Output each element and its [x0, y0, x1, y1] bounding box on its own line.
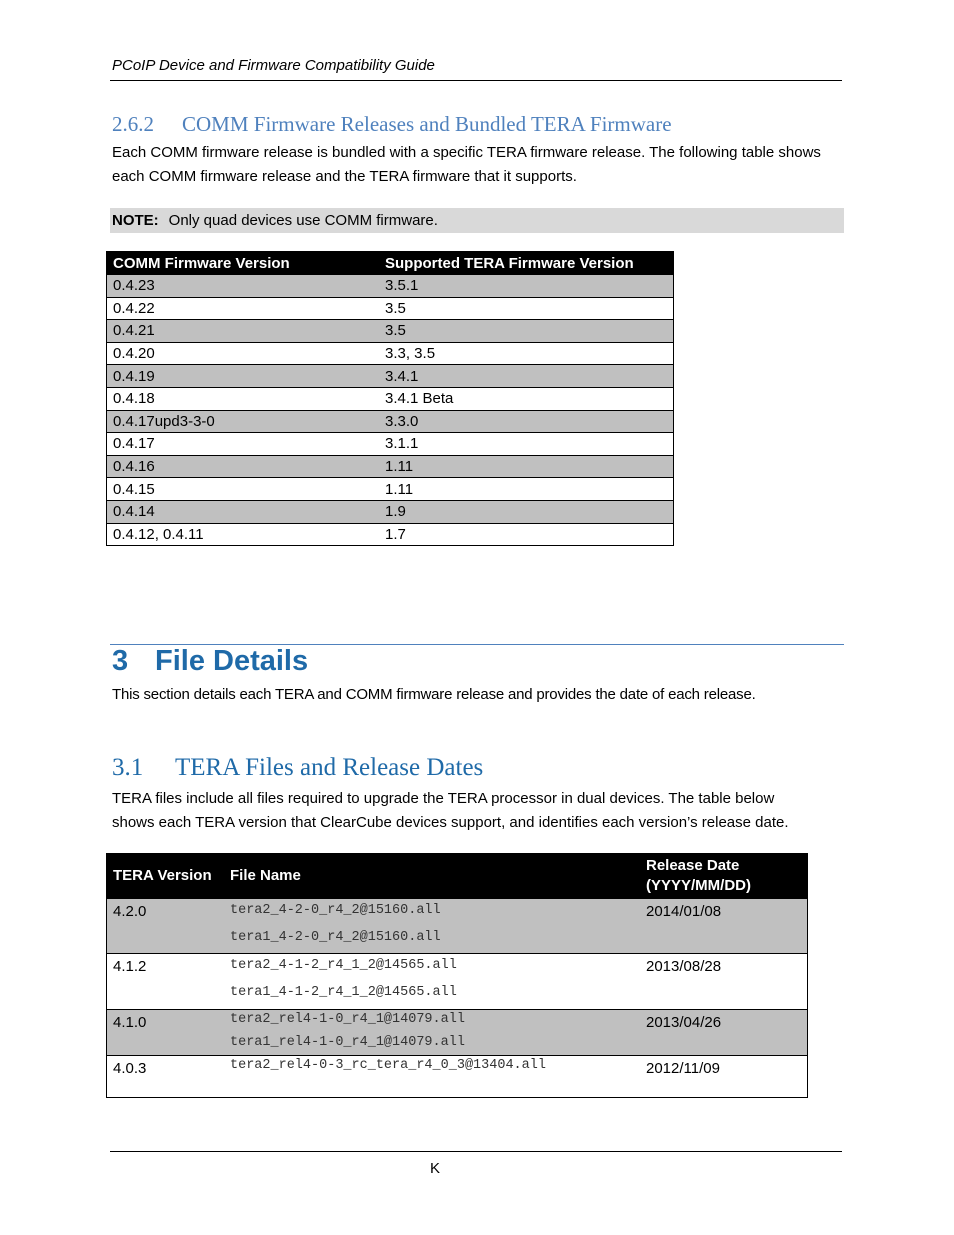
release-date: 2013/08/28 [640, 954, 808, 1010]
page-number: K [429, 1160, 440, 1177]
table-cell: 0.4.21 [107, 320, 380, 343]
table-cell: 0.4.15 [107, 478, 380, 501]
table-cell: 1.11 [379, 455, 674, 478]
tera-version: 4.2.0 [107, 899, 225, 954]
table-cell: 0.4.19 [107, 365, 380, 388]
section-title: File Details [155, 645, 309, 677]
section-number: 2.6.2 [112, 112, 154, 136]
file-name: tera1_4-1-2_r4_1_2@14565.all [230, 985, 457, 1000]
release-date: 2013/04/26 [640, 1010, 808, 1056]
column-header: COMM Firmware Version [107, 252, 380, 275]
note-text: Only quad devices use COMM firmware. [168, 212, 438, 229]
tera-version: 4.1.0 [107, 1010, 225, 1056]
table-row [107, 275, 674, 298]
table-cell: 0.4.20 [107, 342, 380, 365]
file-name: tera2_rel4-0-3_rc_tera_r4_0_3@13404.all [230, 1058, 546, 1073]
tera-files-table [106, 853, 808, 1098]
footer-rule [110, 1151, 842, 1152]
release-date: 2014/01/08 [640, 899, 808, 954]
table-header-row [107, 252, 674, 275]
table-row [107, 387, 674, 410]
section-number: 3 [112, 645, 129, 677]
release-date: 2012/11/09 [640, 1056, 808, 1098]
note-label: NOTE: [112, 212, 159, 229]
table-cell: 3.3, 3.5 [379, 342, 674, 365]
table-header-row [107, 854, 808, 899]
table-cell: 1.11 [379, 478, 674, 501]
section-2-6-2-body: Each COMM firmware release is bundled with a specific TERA firmware release. The following table shows each COMM firmware release and the TERA firmware that it supports. [112, 144, 821, 185]
column-header: Supported TERA Firmware Version [379, 252, 674, 275]
section-title: COMM Firmware Releases and Bundled TERA Firmware [182, 112, 672, 136]
table-cell: 3.5 [379, 320, 674, 343]
table-row [107, 365, 674, 388]
file-name: tera2_4-2-0_r4_2@15160.all [230, 903, 441, 918]
file-names [224, 1010, 640, 1056]
table-cell: 0.4.14 [107, 500, 380, 523]
table-row [107, 320, 674, 343]
header-rule [110, 80, 842, 81]
table-cell: 3.4.1 [379, 365, 674, 388]
table-row [107, 297, 674, 320]
table-cell: 1.9 [379, 500, 674, 523]
column-header: TERA Version [107, 854, 225, 899]
section-number: 3.1 [112, 754, 144, 781]
table-cell: 0.4.23 [107, 275, 380, 298]
file-name: tera1_rel4-1-0_r4_1@14079.all [230, 1035, 465, 1050]
comm-firmware-table [106, 251, 674, 546]
column-header: File Name [224, 854, 640, 899]
section-3-1-body: TERA files include all files required to upgrade the TERA processor in dual devices. The table below shows each TERA version that ClearCube devices support, and identifies each version’s release date. [112, 790, 789, 831]
tera-version: 4.1.2 [107, 954, 225, 1010]
table-cell: 0.4.12, 0.4.11 [107, 523, 380, 546]
section-3-heading [112, 645, 308, 678]
table-cell: 0.4.22 [107, 297, 380, 320]
table-cell: 0.4.17 [107, 433, 380, 456]
table-row [107, 342, 674, 365]
table-cell: 3.4.1 Beta [379, 387, 674, 410]
file-names [224, 1056, 640, 1098]
table-row [107, 478, 674, 501]
table-cell: 3.5 [379, 297, 674, 320]
table-row [107, 410, 674, 433]
running-header: PCoIP Device and Firmware Compatibility Guide [112, 57, 435, 74]
table-cell: 3.3.0 [379, 410, 674, 433]
table-row [107, 455, 674, 478]
table-cell: 0.4.17upd3-3-0 [107, 410, 380, 433]
tera-version: 4.0.3 [107, 1056, 225, 1098]
file-names [224, 954, 640, 1010]
file-name: tera2_rel4-1-0_r4_1@14079.all [230, 1012, 465, 1027]
table-row [107, 1056, 808, 1098]
section-3-body: This section details each TERA and COMM firmware release and provides the date of each release. [112, 686, 756, 703]
table-row [107, 523, 674, 546]
file-names [224, 899, 640, 954]
table-cell: 1.7 [379, 523, 674, 546]
table-row [107, 433, 674, 456]
table-cell: 3.5.1 [379, 275, 674, 298]
section-3-1-heading [112, 754, 483, 782]
file-name: tera1_4-2-0_r4_2@15160.all [230, 930, 441, 945]
table-cell: 0.4.18 [107, 387, 380, 410]
note-box [110, 208, 844, 233]
file-name: tera2_4-1-2_r4_1_2@14565.all [230, 958, 457, 973]
table-row [107, 500, 674, 523]
section-2-6-2-heading [112, 112, 672, 137]
section-title: TERA Files and Release Dates [175, 754, 484, 781]
table-row [107, 899, 808, 954]
table-row [107, 954, 808, 1010]
table-row [107, 1010, 808, 1056]
column-header: Release Date (YYYY/MM/DD) [640, 854, 808, 899]
table-cell: 3.1.1 [379, 433, 674, 456]
table-cell: 0.4.16 [107, 455, 380, 478]
